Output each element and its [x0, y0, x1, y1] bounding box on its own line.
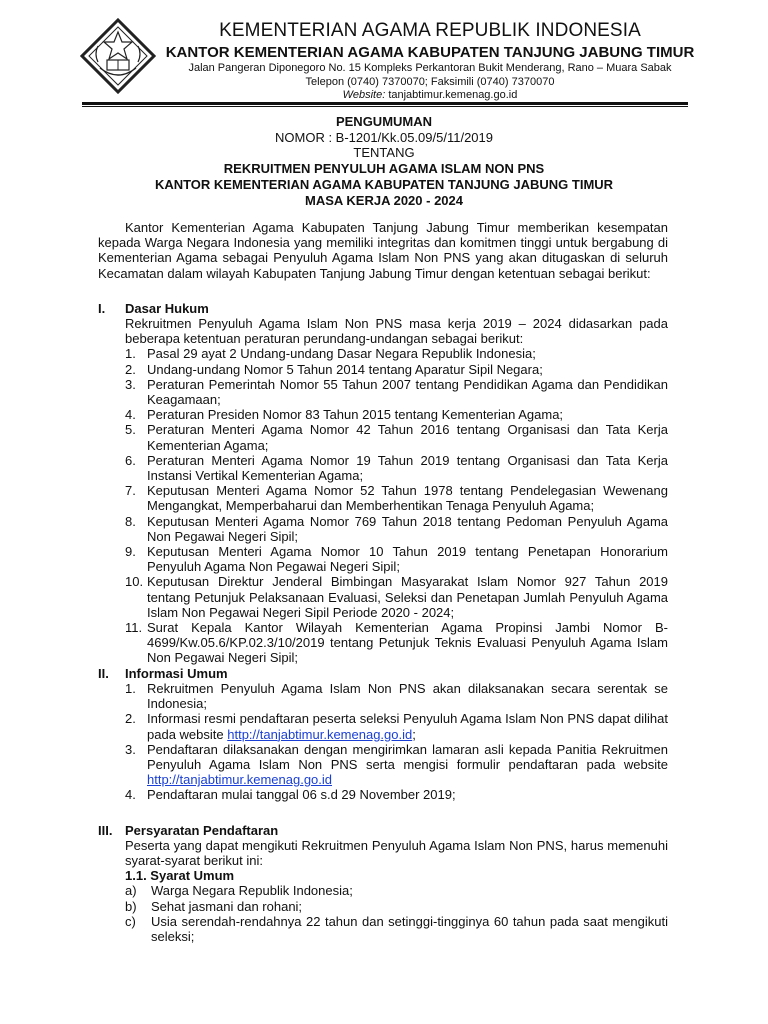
item-text: Warga Negara Republik Indonesia;	[151, 883, 353, 899]
item-number: 2.	[125, 711, 136, 727]
item-number: 1.	[125, 680, 136, 696]
title-line-2: KANTOR KEMENTERIAN AGAMA KABUPATEN TANJUNG JABUNG TIMUR	[154, 176, 614, 192]
list-item	[125, 377, 668, 407]
ministry-name: KEMENTERIAN AGAMA REPUBLIK INDONESIA	[219, 20, 641, 41]
item-number: 11.	[125, 620, 143, 636]
item-number: 9.	[125, 544, 136, 560]
section-heading	[98, 666, 668, 681]
announcement-title	[0, 114, 768, 208]
section-intro: Peserta yang dapat mengikuti Rekruitmen Penyuluh Agama Islam Non PNS, harus memenuhi syarat-syarat berikut ini:	[125, 837, 668, 868]
item-text-before: Pendaftaran dilaksanakan dengan mengirimkan lamaran asli kepada Panitia Rekruitmen Penyuluh Agama Islam Non PNS serta mengisi formulir pendaftaran pada website	[147, 741, 668, 772]
office-address: Jalan Pangeran Diponegoro No. 15 Kompleks Perkantoran Bukit Menderang, Rano – Muara Sabak	[188, 62, 672, 74]
item-text: Peraturan Pemerintah Nomor 55 Tahun 2007 tentang Pendidikan Agama dan Pendidikan Keagamaan;	[147, 376, 668, 408]
section-number: I.	[98, 300, 106, 316]
section-persyaratan	[98, 823, 668, 945]
title-about: TENTANG	[353, 145, 415, 161]
item-text: Peraturan Presiden Nomor 83 Tahun 2015 tentang Kementerian Agama;	[147, 407, 564, 423]
office-website	[160, 89, 700, 103]
section-heading	[98, 823, 668, 838]
section-body	[125, 316, 668, 666]
item-text-before: Informasi resmi pendaftaran peserta seleksi Penyuluh Agama Islam Non PNS dapat dilihat pada website	[147, 711, 668, 742]
item-text: Keputusan Direktur Jenderal Bimbingan Masyarakat Islam Nomor 927 Tahun 2019 tentang Petunjuk Pelaksanaan Evaluasi, Seleksi dan Penetapan Jumlah Penyuluh Agama Islam Non Pegawai Negeri Sipil Periode 2020 - 2024;	[147, 574, 668, 620]
list-item	[125, 422, 668, 452]
item-letter: c)	[125, 913, 136, 929]
general-info-list	[125, 681, 668, 803]
item-text: Undang-undang Nomor 5 Tahun 2014 tentang Aparatur Sipil Negara;	[147, 361, 543, 377]
list-item	[125, 899, 668, 914]
item-number: 3.	[125, 741, 136, 757]
list-item	[125, 483, 668, 513]
list-item	[125, 787, 668, 802]
item-number: 5.	[125, 422, 136, 438]
item-text: Keputusan Menteri Agama Nomor 10 Tahun 2019 tentang Penetapan Honorarium Penyuluh Agama Non Pegawai Negeri Sipil;	[147, 544, 668, 575]
website-link[interactable]: http://tanjabtimur.kemenag.go.id	[227, 726, 413, 742]
item-number: 2.	[125, 361, 136, 377]
list-item	[125, 711, 668, 741]
item-number: 7.	[125, 483, 136, 499]
legal-basis-list	[125, 346, 668, 665]
section-number: II.	[98, 665, 109, 681]
list-item	[125, 453, 668, 483]
item-text	[147, 711, 668, 741]
item-text: Pasal 29 ayat 2 Undang-undang Dasar Negara Republik Indonesia;	[147, 346, 536, 362]
item-letter: a)	[125, 883, 137, 899]
office-phone: Telepon (0740) 7370070; Faksimili (0740) 7370070	[305, 75, 555, 88]
list-item	[125, 407, 668, 422]
item-text: Peraturan Menteri Agama Nomor 19 Tahun 2019 tentang Organisasi dan Tata Kerja Instansi Vertikal Kementerian Agama;	[147, 452, 668, 484]
section-heading	[98, 301, 668, 316]
title-line-3: MASA KERJA 2020 - 2024	[305, 192, 463, 208]
item-number: 4.	[125, 407, 136, 423]
office-name: KANTOR KEMENTERIAN AGAMA KABUPATEN TANJUNG JABUNG TIMUR	[165, 44, 695, 61]
section-intro: Rekruitmen Penyuluh Agama Islam Non PNS masa kerja 2019 – 2024 didasarkan pada beberapa ketentuan peraturan perundang-undangan sebagai berikut:	[125, 316, 668, 347]
list-item	[125, 681, 668, 711]
item-text: Usia serendah-rendahnya 22 tahun dan setinggi-tingginya 60 tahun pada saat mengikuti seleksi;	[151, 913, 668, 944]
website-value: tanjabtimur.kemenag.go.id	[388, 89, 518, 101]
list-item	[125, 914, 668, 944]
item-letter: b)	[125, 898, 137, 914]
list-item	[125, 544, 668, 574]
list-item	[125, 742, 668, 788]
list-item	[125, 574, 668, 620]
section-title: Informasi Umum	[125, 665, 228, 681]
list-item	[125, 362, 668, 377]
item-text: Surat Kepala Kantor Wilayah Kementerian Agama Propinsi Jambi Nomor B-4699/Kw.05.6/KP.02.3/10/2019 tentang Petunjuk Teknis Evaluasi Penyuluh Agama Islam Non Pegawai Negeri Sipil;	[147, 620, 668, 666]
section-dasar-hukum	[98, 301, 668, 666]
title-heading: PENGUMUMAN	[335, 114, 433, 129]
list-item	[125, 883, 668, 898]
website-link[interactable]: http://tanjabtimur.kemenag.go.id	[147, 772, 333, 788]
item-number: 3.	[125, 376, 136, 392]
item-text: Pendaftaran mulai tanggal 06 s.d 29 November 2019;	[147, 787, 456, 803]
letterhead-rule-thick	[82, 102, 688, 105]
list-item	[125, 346, 668, 361]
list-item	[125, 620, 668, 666]
item-text	[147, 742, 668, 788]
section-informasi-umum	[98, 666, 668, 803]
title-number: NOMOR : B-1201/Kk.05.09/5/11/2019	[275, 129, 493, 145]
item-number: 8.	[125, 513, 136, 529]
section-number: III.	[98, 822, 113, 838]
section-title: Persyaratan Pendaftaran	[125, 822, 279, 838]
item-text: Peraturan Menteri Agama Nomor 42 Tahun 2016 tentang Organisasi dan Tata Kerja Kementerian Agama;	[147, 422, 668, 453]
list-item	[125, 514, 668, 544]
subsection-title: 1.1. Syarat Umum	[125, 868, 235, 884]
letterhead-text	[160, 20, 700, 103]
website-label: Website:	[342, 89, 386, 101]
letterhead-rule-thin	[82, 106, 688, 107]
opening-paragraph: Kantor Kementerian Agama Kabupaten Tanjung Jabung Timur memberikan kesempatan kepada Warga Negara Indonesia yang memiliki integritas dan komitmen tinggi untuk bergabung di Kementerian Agama sebagai Penyuluh Agama Islam Non PNS yang akan ditugaskan di seluruh Kecamatan dalam wilayah Kabupaten Tanjung Jabung Timur dengan ketentuan sebagai berikut:	[98, 220, 668, 281]
document-body	[98, 220, 668, 944]
title-line-1: REKRUITMEN PENYULUH AGAMA ISLAM NON PNS	[223, 161, 545, 177]
item-number: 4.	[125, 787, 136, 803]
section-body	[125, 838, 668, 944]
letterhead	[0, 0, 768, 108]
general-requirements-list	[125, 883, 668, 944]
ministry-emblem-icon	[80, 18, 156, 94]
item-text: Keputusan Menteri Agama Nomor 769 Tahun 2018 tentang Pedoman Penyuluh Agama Non Pegawai Negeri Sipil;	[147, 513, 668, 544]
item-number: 6.	[125, 452, 136, 468]
section-title: Dasar Hukum	[125, 300, 209, 316]
section-body	[125, 681, 668, 803]
item-text: Sehat jasmani dan rohani;	[151, 898, 303, 914]
item-text: Keputusan Menteri Agama Nomor 52 Tahun 1978 tentang Pendelegasian Wewenang Mengangkat, Memperbaharui dan Memberhentikan Tenaga Penyuluh Agama;	[147, 483, 668, 514]
item-number: 1.	[125, 346, 136, 362]
item-text-after: ;	[412, 726, 416, 742]
item-number: 10.	[125, 574, 144, 590]
item-text: Rekruitmen Penyuluh Agama Islam Non PNS akan dilaksanakan secara serentak se Indonesia;	[147, 680, 668, 712]
